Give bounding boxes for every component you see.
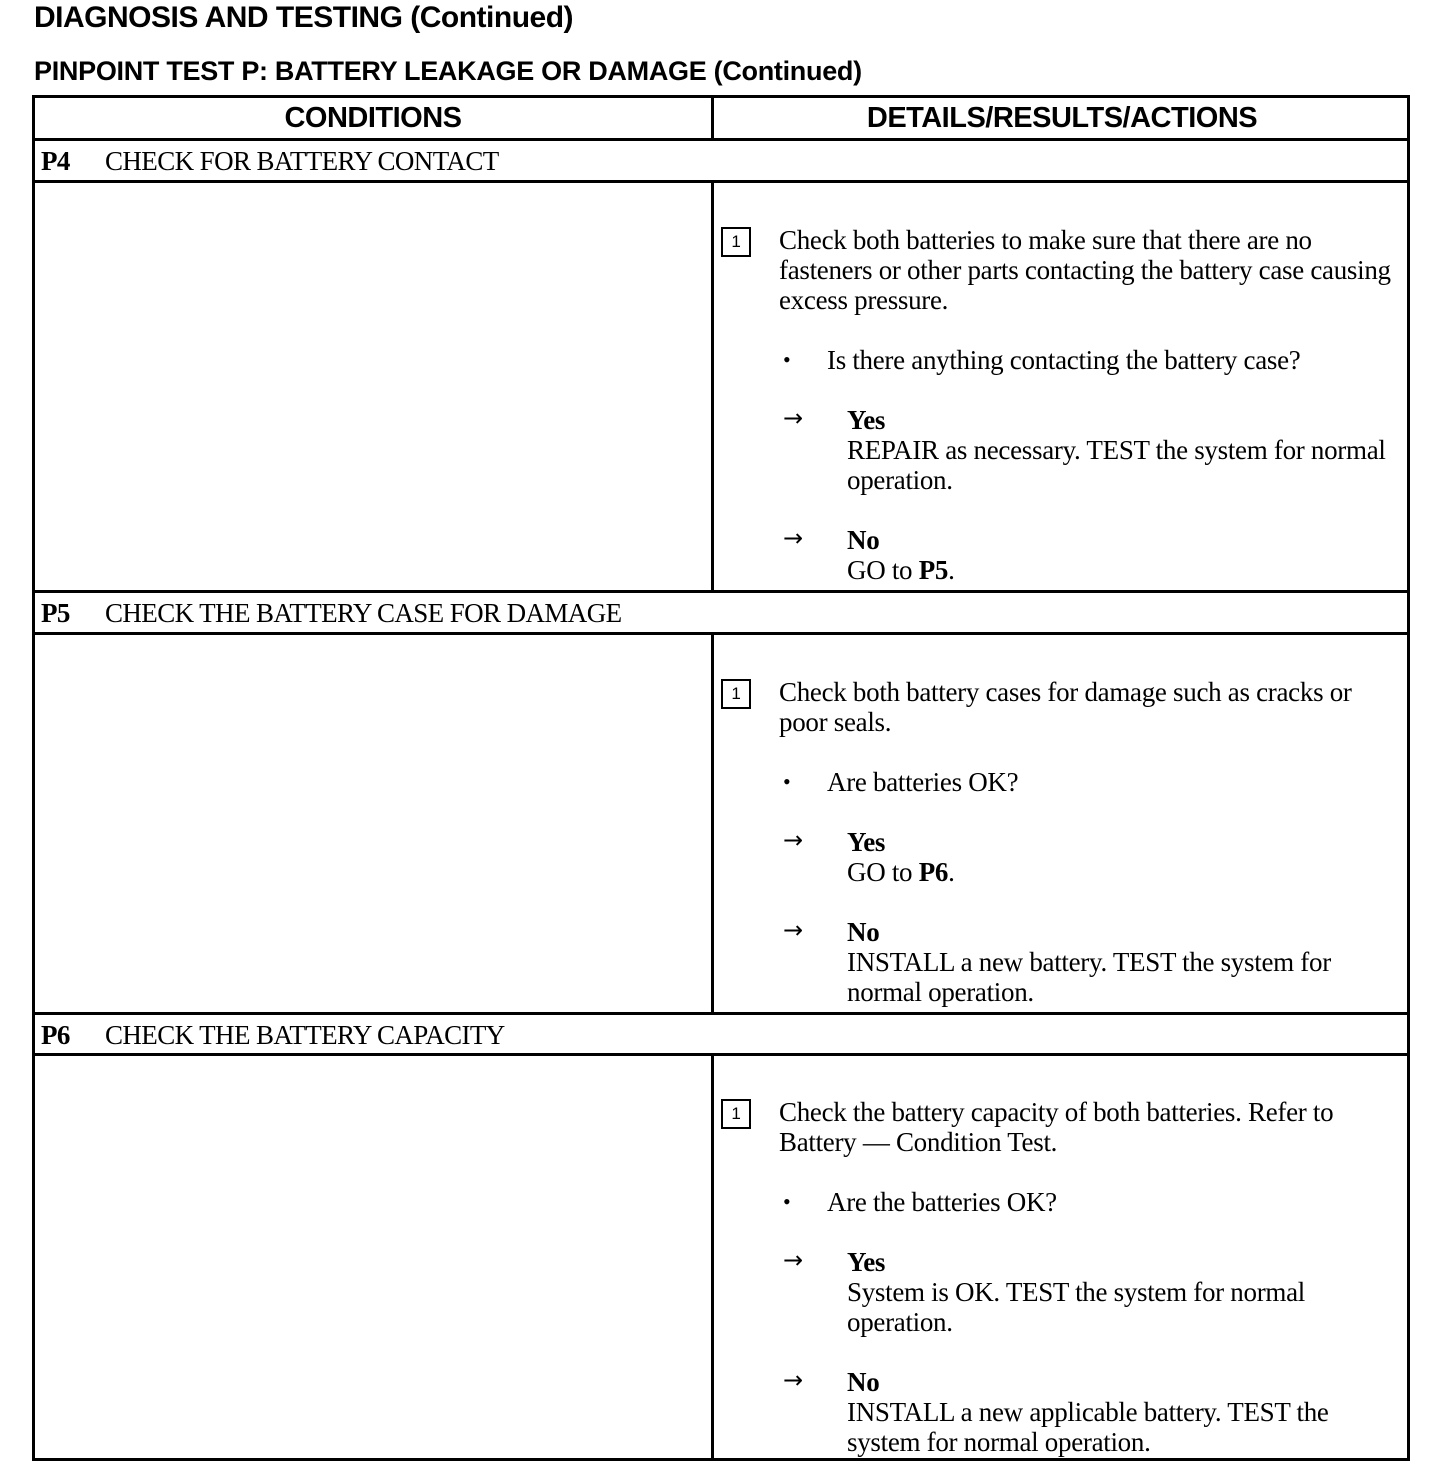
page-title: DIAGNOSIS AND TESTING (Continued): [34, 1, 574, 34]
step-reference-link[interactable]: P5: [918, 555, 949, 585]
step-header-p6: [41, 1014, 505, 1054]
header-divider: [711, 98, 714, 138]
no-label: No: [847, 1367, 880, 1397]
bullet-icon: •: [783, 769, 791, 794]
column-divider: [711, 632, 714, 1012]
step-header-p5: [41, 592, 622, 632]
step-id: P4: [41, 146, 70, 176]
yes-label: Yes: [847, 827, 886, 857]
right-arrow-icon: →: [783, 1246, 803, 1274]
yes-label: Yes: [847, 405, 886, 435]
row-divider: [35, 1053, 1407, 1056]
details-column-header: DETAILS/RESULTS/ACTIONS: [866, 102, 1258, 134]
column-divider: [711, 1053, 714, 1461]
row-divider: [35, 180, 1407, 183]
pinpoint-test-table: [32, 95, 1410, 1461]
step-title: CHECK FOR BATTERY CONTACT: [105, 146, 499, 176]
no-action: INSTALL a new applicable battery. TEST the system for normal operation.: [847, 1397, 1329, 1457]
action-text: GO to: [847, 857, 919, 887]
step-reference-link[interactable]: P6: [918, 857, 949, 887]
action-text: .: [948, 555, 955, 585]
action-text: .: [948, 857, 955, 887]
no-label: No: [847, 917, 880, 947]
step-instruction: Check the battery capacity of both batteries. Refer to Battery — Condition Test.: [779, 1097, 1334, 1157]
question-text: Are the batteries OK?: [827, 1187, 1057, 1217]
step-title: CHECK THE BATTERY CAPACITY: [105, 1020, 505, 1050]
right-arrow-icon: →: [783, 1366, 803, 1394]
action-text: GO to: [847, 555, 919, 585]
step-title: CHECK THE BATTERY CASE FOR DAMAGE: [105, 598, 622, 628]
yes-action: [847, 857, 1392, 887]
right-arrow-icon: →: [783, 524, 803, 552]
yes-action: REPAIR as necessary. TEST the system for normal operation.: [847, 435, 1386, 495]
right-arrow-icon: →: [783, 404, 803, 432]
bullet-icon: •: [783, 347, 791, 372]
bullet-icon: •: [783, 1189, 791, 1214]
no-action: INSTALL a new battery. TEST the system for normal operation.: [847, 947, 1331, 1007]
no-label: No: [847, 525, 880, 555]
step-id: P5: [41, 598, 70, 628]
step-instruction: Check both batteries to make sure that there are no fasteners or other parts contacting the battery case causing excess pressure.: [779, 225, 1391, 315]
right-arrow-icon: →: [783, 826, 803, 854]
step-instruction: Check both battery cases for damage such as cracks or poor seals.: [779, 677, 1352, 737]
yes-label: Yes: [847, 1247, 886, 1277]
step-number-box: 1: [721, 1099, 751, 1129]
step-header-p4: [41, 140, 499, 180]
step-number-box: 1: [721, 679, 751, 709]
right-arrow-icon: →: [783, 916, 803, 944]
conditions-column-header: CONDITIONS: [284, 102, 462, 134]
question-text: Are batteries OK?: [827, 767, 1019, 797]
step-id: P6: [41, 1020, 70, 1050]
column-divider: [711, 180, 714, 590]
step-number-box: 1: [721, 227, 751, 257]
row-divider: [35, 632, 1407, 635]
question-text: Is there anything contacting the battery case?: [827, 345, 1301, 375]
yes-action: System is OK. TEST the system for normal operation.: [847, 1277, 1305, 1337]
pinpoint-test-title: PINPOINT TEST P: BATTERY LEAKAGE OR DAMAGE (Continued): [34, 56, 862, 86]
no-action: [847, 555, 1392, 585]
